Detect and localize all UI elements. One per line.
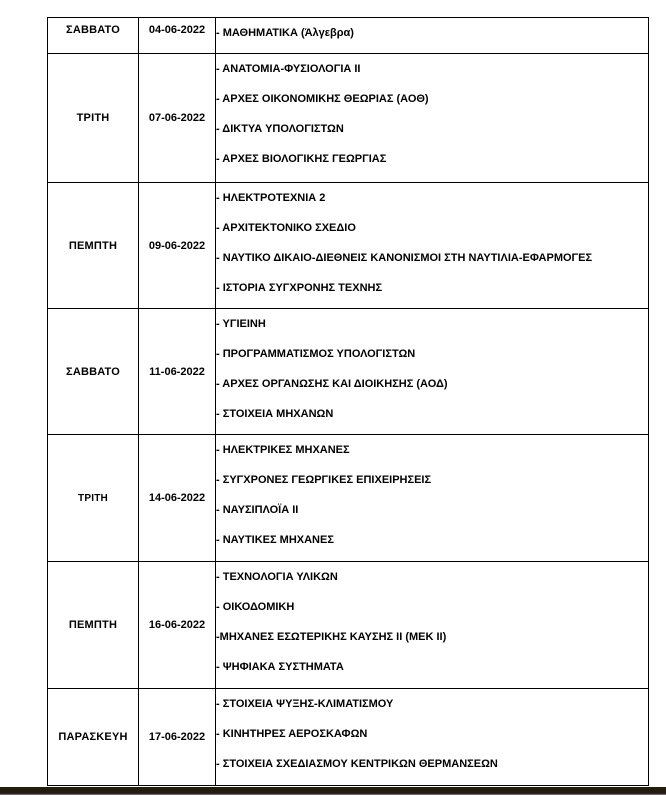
- day-cell: ΤΡΙΤΗ: [48, 435, 139, 562]
- subjects-cell: [216, 309, 649, 435]
- subject-item: -ΜΗΧΑΝΕΣ ΕΣΩΤΕΡΙΚΗΣ ΚΑΥΣΗΣ ΙΙ (ΜΕΚ ΙΙ): [216, 631, 447, 643]
- date-cell: 14-06-2022: [139, 435, 216, 562]
- schedule-body: [48, 18, 649, 786]
- page-bottom-edge-bar: [0, 787, 666, 795]
- table-row: [48, 183, 649, 309]
- day-cell: ΤΡΙΤΗ: [48, 54, 139, 183]
- subjects-cell: [216, 562, 649, 689]
- subject-item: - ΣΤΟΙΧΕΙΑ ΣΧΕΔΙΑΣΜΟΥ ΚΕΝΤΡΙΚΩΝ ΘΕΡΜΑΝΣΕΩΝ: [216, 758, 498, 770]
- date-cell: 09-06-2022: [139, 183, 216, 309]
- subject-item: - ΨΗΦΙΑΚΑ ΣΥΣΤΗΜΑΤΑ: [216, 661, 344, 673]
- subject-item: - ΗΛΕΚΤΡΟΤΕΧΝΙΑ 2: [216, 192, 326, 204]
- subjects-cell: [216, 435, 649, 562]
- day-cell: ΠΕΜΠΤΗ: [48, 562, 139, 689]
- subject-item: - ΔΙΚΤΥΑ ΥΠΟΛΟΓΙΣΤΩΝ: [216, 123, 344, 135]
- date-cell: 16-06-2022: [139, 562, 216, 689]
- subject-item: - ΗΛΕΚΤΡΙΚΕΣ ΜΗΧΑΝΕΣ: [216, 444, 350, 456]
- date-cell: 07-06-2022: [139, 54, 216, 183]
- subject-item: - ΟΙΚΟΔΟΜΙΚΗ: [216, 601, 295, 613]
- subject-item: - ΙΣΤΟΡΙΑ ΣΥΓΧΡΟΝΗΣ ΤΕΧΝΗΣ: [216, 282, 383, 294]
- subject-item: - ΝΑΥΣΙΠΛΟΪΑ ΙΙ: [216, 504, 299, 516]
- day-cell: ΠΕΜΠΤΗ: [48, 183, 139, 309]
- date-cell: 04-06-2022: [139, 18, 216, 54]
- table-row: [48, 54, 649, 183]
- day-cell: ΣΑΒΒΑΤΟ: [48, 309, 139, 435]
- subject-item: - ΠΡΟΓΡΑΜΜΑΤΙΣΜΟΣ ΥΠΟΛΟΓΙΣΤΩΝ: [216, 348, 416, 360]
- table-row: [48, 435, 649, 562]
- subject-item: - ΤΕΧΝΟΛΟΓΙΑ ΥΛΙΚΩΝ: [216, 571, 338, 583]
- table-row: [48, 309, 649, 435]
- subjects-cell: [216, 689, 649, 786]
- table-row: [48, 689, 649, 786]
- subjects-cell: [216, 18, 649, 54]
- day-cell: ΠΑΡΑΣΚΕΥΗ: [48, 689, 139, 786]
- subject-item: - ΝΑΥΤΙΚΕΣ ΜΗΧΑΝΕΣ: [216, 534, 334, 546]
- subject-item: - ΑΡΧΙΤΕΚΤΟΝΙΚΟ ΣΧΕΔΙΟ: [216, 222, 356, 234]
- subject-item: - ΑΡΧΕΣ ΟΙΚΟΝΟΜΙΚΗΣ ΘΕΩΡΙΑΣ (ΑΟΘ): [216, 93, 429, 105]
- subject-item: - ΑΡΧΕΣ ΟΡΓΑΝΩΣΗΣ ΚΑΙ ΔΙΟΙΚΗΣΗΣ (ΑΟΔ): [216, 378, 448, 390]
- subject-item: - ΣΤΟΙΧΕΙΑ ΨΥΞΗΣ-ΚΛΙΜΑΤΙΣΜΟΥ: [216, 698, 394, 710]
- table-row: [48, 562, 649, 689]
- subject-item: - ΝΑΥΤΙΚΟ ΔΙΚΑΙΟ-ΔΙΕΘΝΕΙΣ ΚΑΝΟΝΙΣΜΟΙ ΣΤΗ ΝΑΥΤΙΛΙΑ-ΕΦΑΡΜΟΓΕΣ: [216, 252, 593, 264]
- subject-item: - ΜΑΘΗΜΑΤΙΚΑ (Άλγεβρα): [216, 27, 354, 39]
- exam-schedule-table: [47, 17, 649, 786]
- subjects-cell: [216, 183, 649, 309]
- subjects-cell: [216, 54, 649, 183]
- day-cell: ΣΑΒΒΑΤΟ: [48, 18, 139, 54]
- date-cell: 11-06-2022: [139, 309, 216, 435]
- subject-item: - ΣΥΓΧΡΟΝΕΣ ΓΕΩΡΓΙΚΕΣ ΕΠΙΧΕΙΡΗΣΕΙΣ: [216, 474, 432, 486]
- subject-item: - ΑΝΑΤΟΜΙΑ-ΦΥΣΙΟΛΟΓΙΑ ΙΙ: [216, 63, 361, 75]
- subject-item: - ΑΡΧΕΣ ΒΙΟΛΟΓΙΚΗΣ ΓΕΩΡΓΙΑΣ: [216, 153, 387, 165]
- subject-item: - ΚΙΝΗΤΗΡΕΣ ΑΕΡΟΣΚΑΦΩΝ: [216, 728, 368, 740]
- subject-item: - ΥΓΙΕΙΝΗ: [216, 318, 266, 330]
- table-row: [48, 18, 649, 54]
- subject-item: - ΣΤΟΙΧΕΙΑ ΜΗΧΑΝΩΝ: [216, 408, 334, 420]
- date-cell: 17-06-2022: [139, 689, 216, 786]
